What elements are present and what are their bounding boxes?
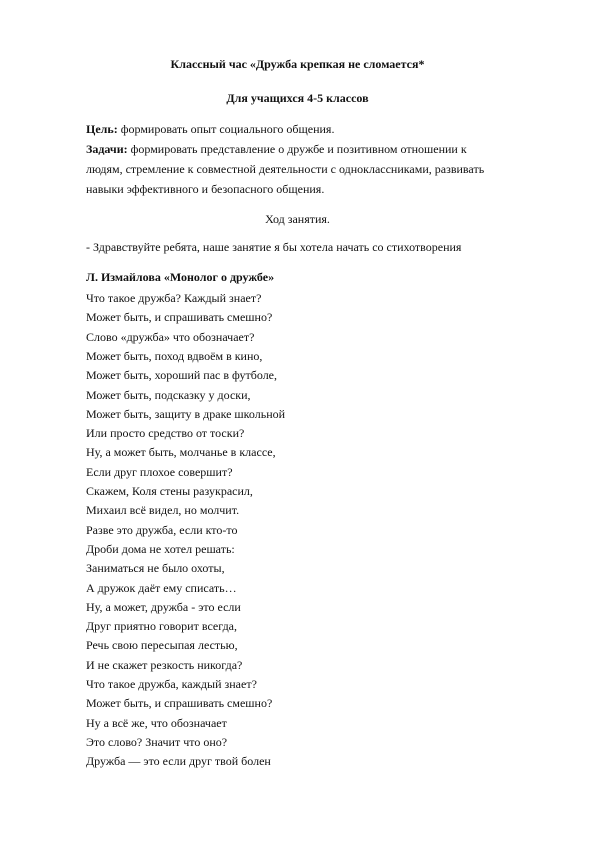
poem-line: Может быть, хороший пас в футболе, — [86, 368, 278, 383]
goal-paragraph — [86, 121, 334, 137]
course-heading: Ход занятия. — [265, 212, 330, 226]
poem-line: Ну, а может быть, молчанье в классе, — [86, 445, 276, 460]
tasks-text-3: навыки эффективного и безопасного общения. — [86, 182, 325, 196]
poem-line: Скажем, Коля стены разукрасил, — [86, 484, 253, 498]
tasks-label: Задачи: — [86, 142, 128, 156]
poem-line: Или просто средство от тоски? — [86, 426, 245, 441]
poem-line: Что такое дружба, каждый знает? — [86, 677, 257, 691]
poem-line: Может быть, защиту в драке школьной — [86, 406, 286, 421]
poem-line: Может быть, и спрашивать смешно? — [86, 310, 273, 325]
poem-line: Разве это дружба, если кто-то — [86, 522, 238, 537]
poem-line: Михаил всё видел, но молчит. — [86, 503, 240, 518]
poem-line: Дроби дома не хотел решать: — [86, 541, 235, 556]
poem-title: Л. Измайлова «Монолог о дружбе» — [86, 270, 275, 284]
poem-line: Если друг плохое совершит? — [86, 464, 233, 479]
poem-line: Может быть, и спрашивать смешно? — [86, 696, 273, 711]
poem-line: Ну, а может, дружба - это если — [86, 599, 241, 614]
poem-line: Ну а всё же, что обозначает — [86, 715, 227, 730]
goal-label: Цель: — [86, 122, 118, 136]
document-subtitle: Для учащихся 4-5 классов — [226, 91, 369, 105]
poem-line: Друг приятно говорит всегда, — [86, 619, 238, 634]
intro-text: - Здравствуйте ребята, наше занятие я бы хотела начать со стихотворения — [86, 240, 462, 254]
document-title: Классный час «Дружба крепкая не сломается* — [170, 57, 425, 71]
poem-line: Дружба — это если друг твой болен — [86, 754, 271, 769]
poem-line: Заниматься не было охоты, — [86, 561, 225, 576]
tasks-paragraph-line-1 — [86, 141, 467, 157]
poem-line: Слово «дружба» что обозначает? — [86, 329, 255, 344]
tasks-text-2: людям, стремление к совместной деятельности с одноклассниками, развивать — [86, 162, 485, 176]
poem-line: Может быть, поход вдвоём в кино, — [86, 348, 263, 363]
poem-line: Это слово? Значит что оно? — [86, 734, 228, 749]
poem-line: А дружок даёт ему списать… — [86, 580, 237, 595]
tasks-text-1: формировать представление о дружбе и позитивном отношении к — [127, 142, 467, 156]
poem-line: Речь свою пересыпая лестью, — [86, 638, 238, 653]
poem-line: И не скажет резкость никогда? — [86, 657, 243, 672]
poem-line: Может быть, подсказку у доски, — [86, 387, 251, 402]
poem-line: Что такое дружба? Каждый знает? — [86, 291, 262, 305]
goal-text: формировать опыт социального общения. — [117, 122, 335, 136]
